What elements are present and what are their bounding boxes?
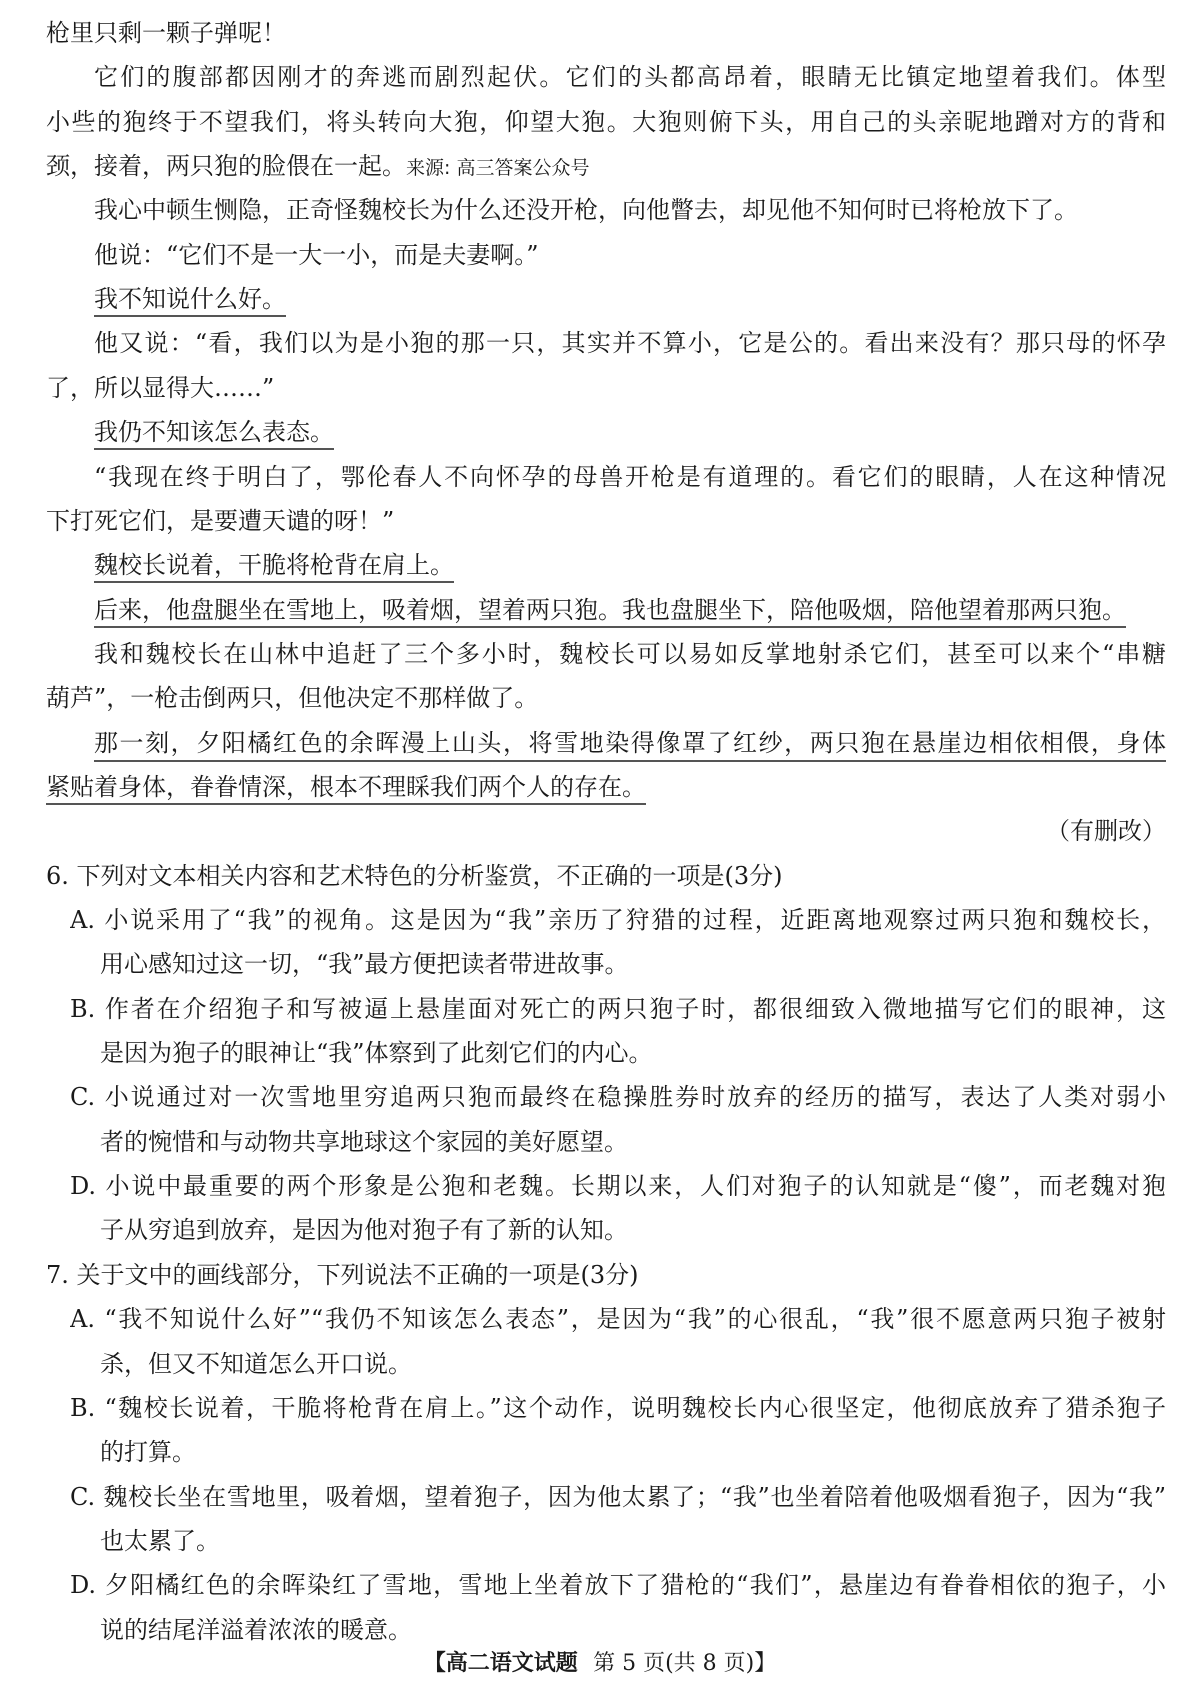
answer-option-line [70,905,1166,935]
answer-option-line [70,1393,1166,1423]
passage-line [46,506,394,536]
underlined-text: 我不知说什么好。 [94,285,286,317]
line-text: A. “我不知说什么好”“我仍不知该怎么表态”，是因为“我”的心很乱，“我”很不愿意两只狍子被射 [70,1305,1166,1334]
line-text: 下打死它们，是要遭天谴的呀！” [46,506,395,535]
passage-line [94,550,454,580]
passage-line [94,639,1166,669]
answer-option-line [70,1570,1166,1600]
line-text: 是因为狍子的眼神让“我”体察到了此刻它们的内心。 [100,1039,653,1068]
answer-option-line [70,1082,1166,1112]
line-text: A. 小说采用了“我”的视角。这是因为“我”亲历了狩猎的过程，近距离地观察过两只狍和魏校长， [70,906,1166,934]
passage-line [94,462,1166,492]
line-text: “我现在终于明白了，鄂伦春人不向怀孕的母兽开枪是有道理的。看它们的眼睛，人在这种情况 [94,462,1166,491]
line-text: 他又说：“看，我们以为是小狍的那一只，其实并不算小，它是公的。看出来没有？那只母的怀孕 [94,329,1166,358]
line-text: 我和魏校长在山林中追赶了三个多小时，魏校长可以易如反掌地射杀它们，甚至可以来个“串糖 [94,639,1166,668]
source-note: 来源: 高三答案公众号 [406,157,590,180]
line-text: B. 作者在介绍狍子和写被逼上悬崖面对死亡的两只狍子时，都很细致入微地描写它们的眼神，这 [70,994,1166,1023]
line-text: 了，所以显得大……” [46,373,275,402]
answer-option-line [100,949,629,979]
answer-option-line [100,1615,412,1645]
answer-option-line [100,1215,628,1245]
line-text: 他说：“它们不是一大一小，而是夫妻啊。” [94,240,539,269]
underlined-text: 魏校长说着，干脆将枪背在肩上。 [94,551,454,583]
answer-option-line [100,1127,628,1157]
answer-option-line [70,994,1166,1024]
page-footer [0,1646,1200,1677]
passage-line [94,417,334,447]
answer-option-line [70,1482,1166,1512]
passage-line [94,728,1166,762]
passage-line [94,328,1166,358]
line-text: 6. 下列对文本相关内容和艺术特色的分析鉴赏，不正确的一项是(3分) [46,861,783,890]
passage-line [46,772,646,802]
line-text: C. 小说通过对一次雪地里穷追两只狍而最终在稳操胜券时放弃的经历的描写，表达了人类对弱小 [70,1083,1166,1112]
line-text: 杀，但又不知道怎么开口说。 [100,1349,412,1378]
line-text: 用心感知过这一切，“我”最方便把读者带进故事。 [100,950,629,979]
passage-line [94,62,1166,92]
line-text: 者的惋惜和与动物共享地球这个家园的美好愿望。 [100,1127,628,1156]
line-text: 子从穷追到放弃，是因为他对狍子有了新的认知。 [100,1216,628,1245]
passage-line [94,195,1078,225]
passage-line [94,284,286,314]
line-text: 说的结尾洋溢着浓浓的暖意。 [100,1615,412,1644]
line-text: 枪里只剩一颗子弹呢！ [46,19,286,47]
line-text: 我心中顿生恻隐，正奇怪魏校长为什么还没开枪，向他瞥去，却见他不知何时已将枪放下了。 [94,196,1078,225]
passage-line [46,151,589,181]
passage-line [46,373,274,403]
line-text: C. 魏校长坐在雪地里，吸着烟，望着狍子，因为他太累了；“我”也坐着陪着他吸烟看狍子，因为“我” [70,1482,1166,1511]
answer-option-line [70,1304,1166,1334]
passage-line [94,595,1126,625]
underlined-text: 那一刻，夕阳橘红色的余晖漫上山头，将雪地染得像罩了红纱，两只狍在悬崖边相依相偎，身体 [94,728,1166,757]
line-text: 小些的狍终于不望我们，将头转向大狍，仰望大狍。大狍则俯下头，用自己的头亲昵地蹭对方的背和 [46,107,1166,136]
line-text: 它们的腹部都因刚才的奔逃而剧烈起伏。它们的头都高昂着，眼睛无比镇定地望着我们。体型 [94,63,1166,92]
answer-option-line [100,1526,220,1556]
underlined-text: 紧贴着身体，眷眷情深，根本不理睬我们两个人的存在。 [46,773,646,805]
passage-line [1046,816,1166,846]
passage-line [46,18,286,48]
answer-option-line [70,1171,1166,1201]
answer-option-line [100,1437,196,1467]
line-text: B. “魏校长说着，干脆将枪背在肩上。”这个动作，说明魏校长内心很坚定，他彻底放弃了猎杀狍子 [70,1393,1166,1422]
line-text: D. 夕阳橘红色的余晖染红了雪地，雪地上坐着放下了猎枪的“我们”，悬崖边有眷眷相依的狍子，小 [70,1571,1166,1600]
line-text: 葫芦”，一枪击倒两只，但他决定不那样做了。 [46,684,539,713]
answer-option-line [100,1349,412,1379]
passage-line [46,107,1166,137]
footer-title: 【高二语文试题 [423,1650,578,1676]
line-text: 7. 关于文中的画线部分，下列说法不正确的一项是(3分) [46,1260,639,1289]
line-text: （有删改） [1046,817,1166,846]
question-stem [46,861,783,891]
answer-option-line [100,1038,653,1068]
footer-page-number: 第 5 页(共 8 页)】 [593,1651,777,1676]
line-text: D. 小说中最重要的两个形象是公狍和老魏。长期以来，人们对狍子的认知就是“傻”，而老魏对狍 [70,1172,1166,1201]
underlined-text: 我仍不知该怎么表态。 [94,418,334,450]
line-text: 颈，接着，两只狍的脸偎在一起。 [46,152,406,181]
line-text: 也太累了。 [100,1526,220,1555]
line-text: 的打算。 [100,1438,196,1467]
passage-line [46,683,538,713]
question-stem [46,1260,639,1290]
underlined-text: 后来，他盘腿坐在雪地上，吸着烟，望着两只狍。我也盘腿坐下，陪他吸烟，陪他望着那两只狍。 [94,596,1126,628]
passage-line [94,240,539,270]
